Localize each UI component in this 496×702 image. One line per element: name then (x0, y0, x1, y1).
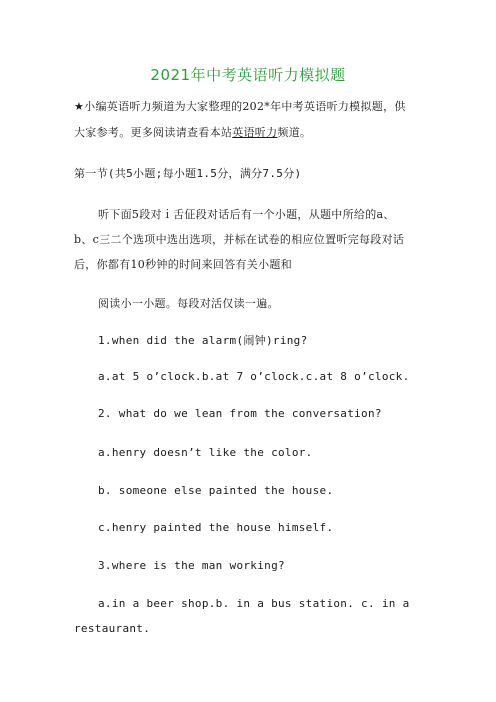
intro-text-3: 频道。 (277, 126, 312, 139)
question-3: 3.where is the man working? (98, 559, 285, 572)
question-2-option-a: a.henry doesn’t like the color. (98, 446, 313, 459)
intro-line-2 (74, 126, 311, 140)
intro-line-1 (74, 100, 406, 114)
question-1-options: a.at 5 o’clock.b.at 7 o’clock.c.at 8 o’clock. (98, 370, 410, 383)
question-3-options-line-2: restaurant. (74, 622, 151, 635)
star-icon: ★ (74, 100, 85, 113)
intro-text-2: 大家参考。更多阅读请查看本站 (74, 126, 233, 139)
instructions-line-3: 后，你都有10秒钟的时间来回答有关小题和 (74, 258, 292, 271)
question-1: 1.when did the alarm(闹钟)ring? (98, 334, 308, 347)
question-2: 2. what do we lean from the conversation? (98, 407, 382, 420)
instructions-line-2: b、c三二个选项中选出选项，并标在试卷的相应位置听完每段对话 (74, 233, 405, 246)
section-heading: 第一节(共5小题;每小题1.5分，满分7.5分) (74, 167, 302, 180)
intro-text-1: 小编英语听力频道为大家整理的202*年中考英语听力模拟题，供 (84, 100, 406, 113)
question-2-option-c: c.henry painted the house himself. (98, 521, 334, 534)
page-title: 2021年中考英语听力模拟题 (150, 66, 346, 84)
instructions-line-4: 阅读小一小题。每段对活仅读一遍。 (98, 297, 279, 310)
english-listening-link[interactable]: 英语听力 (232, 126, 278, 139)
question-3-options-line-1: a.in a beer shop.b. in a bus station. c. in a (98, 597, 410, 610)
question-2-option-b: b. someone else painted the house. (98, 484, 334, 497)
instructions-line-1: 听下面5段对ｉ舌佂段对话后有一个小题，从题中所给的a、 (98, 208, 395, 221)
